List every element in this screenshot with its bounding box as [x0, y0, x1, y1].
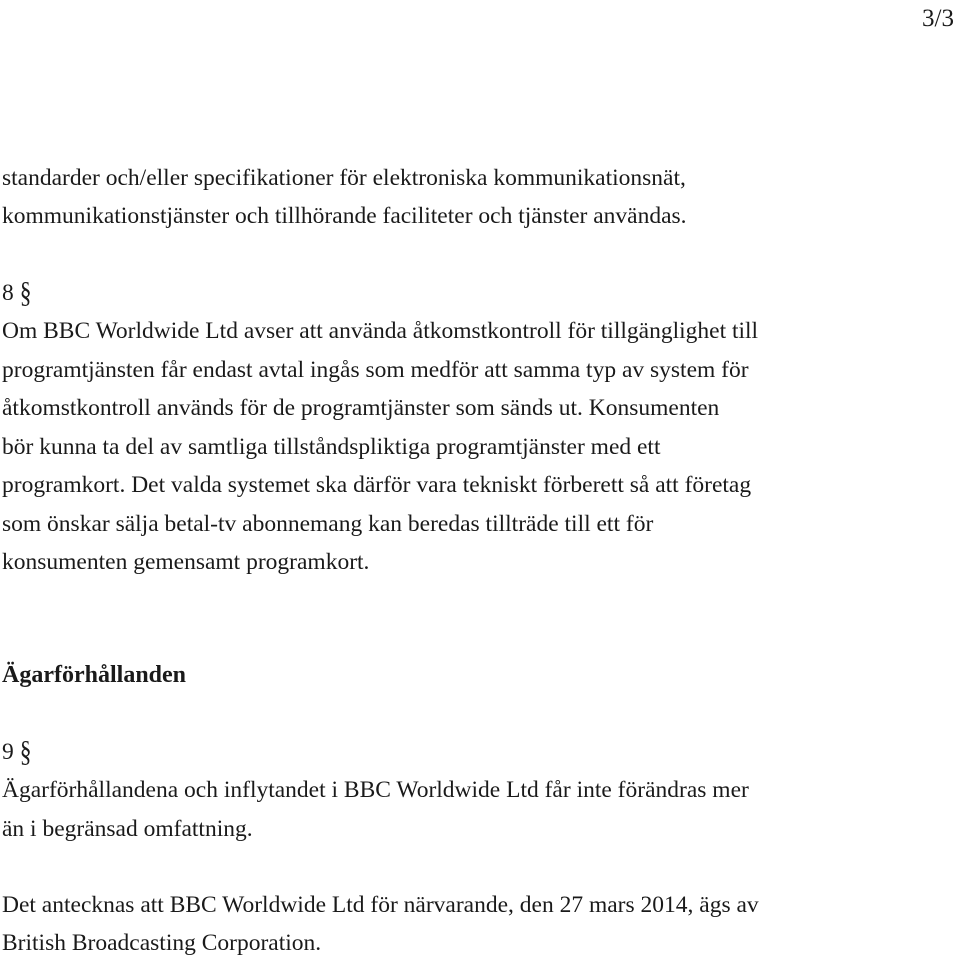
section-8-line-7: konsumenten gemensamt programkort. [2, 549, 370, 575]
section-symbol-icon: § [19, 735, 32, 769]
page-number: 3/3 [922, 5, 954, 32]
section-9-marker [2, 733, 32, 771]
section-symbol-icon: § [19, 276, 32, 310]
section-8-line-1: Om BBC Worldwide Ltd avser att använda åtkomstkontroll för tillgänglighet till [2, 318, 759, 344]
paragraph-1-line-1: standarder och/eller specifikationer för elektroniska kommunikationsnät, [2, 165, 686, 191]
section-9-line-1: Ägarförhållandena och inflytandet i BBC Worldwide Ltd får inte förändras mer [2, 777, 749, 803]
section-8-line-4: bör kunna ta del av samtliga tillståndspliktiga programtjänster med ett [2, 434, 661, 460]
section-8-line-5: programkort. Det valda systemet ska därför vara tekniskt förberett så att företag [2, 472, 752, 498]
section-8-line-2: programtjänsten får endast avtal ingås som medför att samma typ av system för [2, 357, 749, 383]
closing-note-line-2: British Broadcasting Corporation. [2, 930, 322, 956]
section-9-number: 9 [2, 739, 14, 765]
paragraph-1-line-2: kommunikationstjänster och tillhörande faciliteter och tjänster användas. [2, 203, 687, 229]
section-9-line-2: än i begränsad omfattning. [2, 816, 253, 842]
section-8-line-6: som önskar sälja betal-tv abonnemang kan beredas tillträde till ett för [2, 511, 654, 537]
section-heading: Ägarförhållanden [2, 662, 187, 688]
section-8-line-3: åtkomstkontroll används för de programtjänster som sänds ut. Konsumenten [2, 395, 720, 421]
section-8-marker [2, 274, 32, 312]
section-8-number: 8 [2, 280, 14, 306]
closing-note-line-1: Det antecknas att BBC Worldwide Ltd för närvarande, den 27 mars 2014, ägs av [2, 892, 759, 918]
